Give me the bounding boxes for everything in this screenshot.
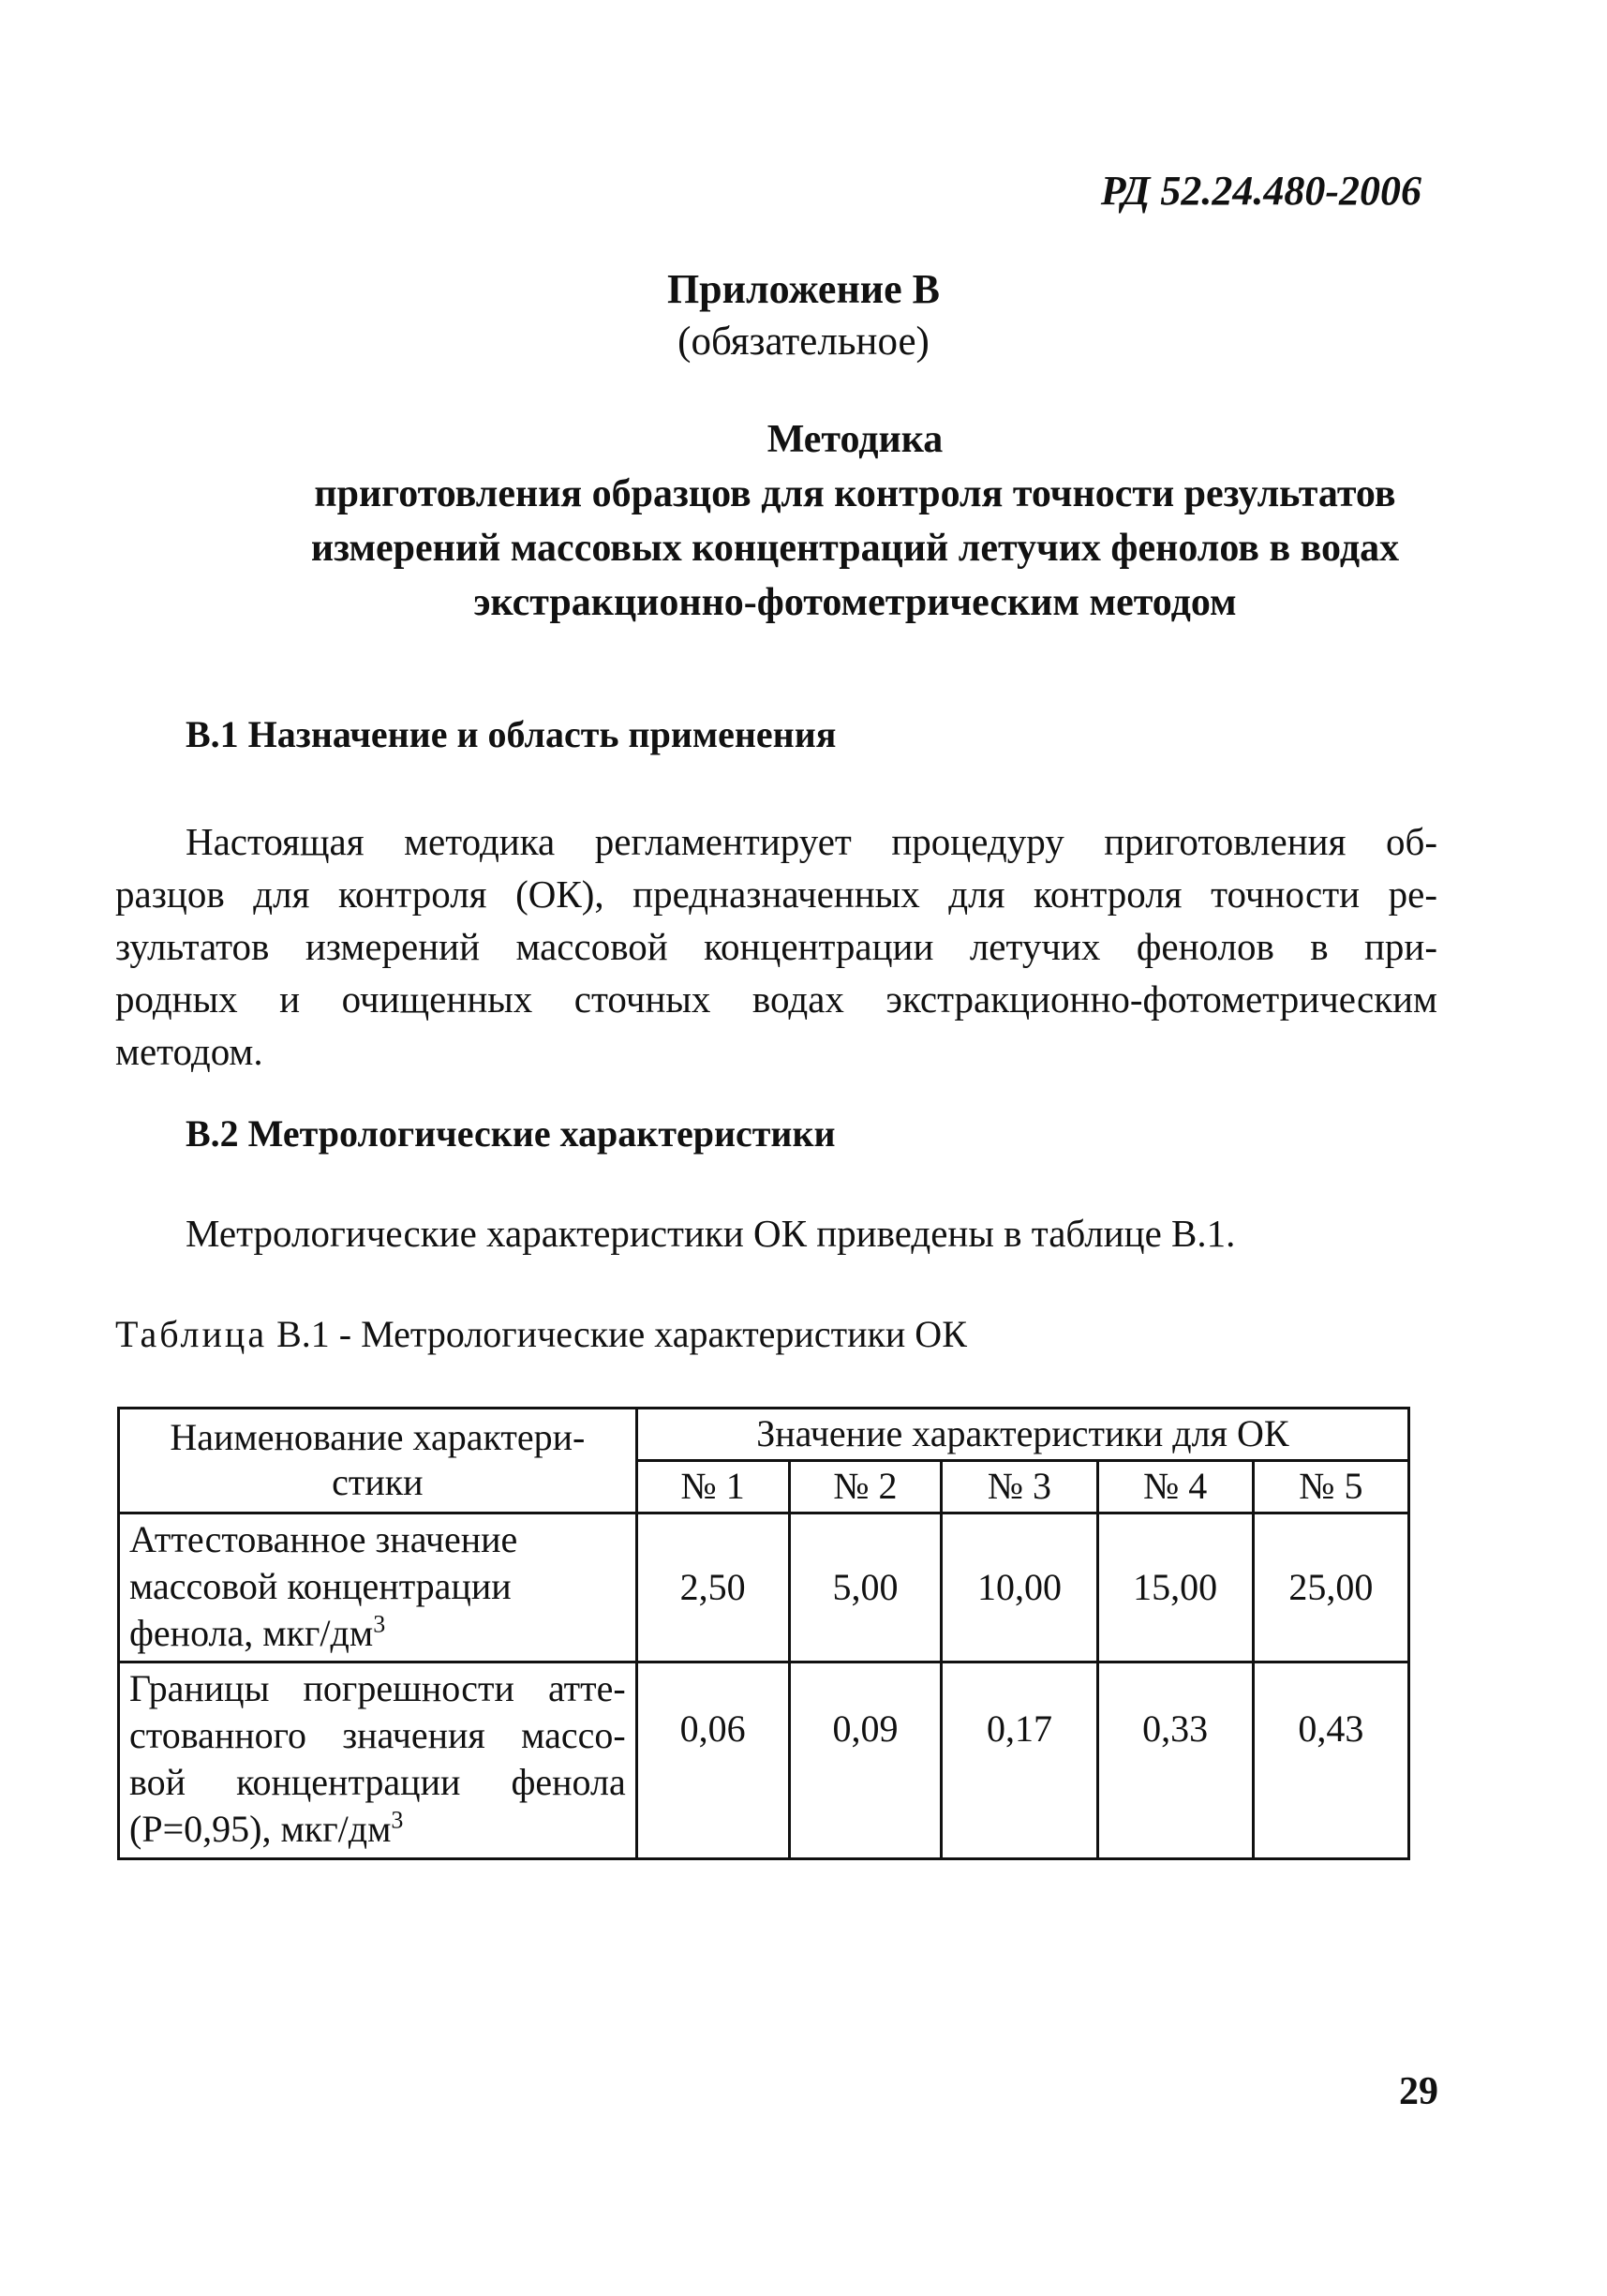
row-label-text: (Р=0,95), мкг/дм (129, 1807, 392, 1850)
paragraph-line: родных и очищенных сточных водах экстракционно-фотометрическим (115, 977, 1437, 1021)
column-header: № 1 (636, 1460, 789, 1513)
table-row (119, 1513, 1409, 1662)
table-cell: 25,00 (1253, 1513, 1408, 1662)
section-2-heading: В.2 Метрологические характеристики (186, 1112, 836, 1155)
table-header-row (119, 1409, 1409, 1461)
method-title (0, 412, 1607, 630)
row-label-line: Аттестованное значение (129, 1517, 518, 1560)
row-label-line (129, 1610, 626, 1657)
paragraph-line: методом. (115, 1030, 263, 1073)
document-code: РД 52.24.480-2006 (1100, 168, 1421, 214)
section-1-paragraph (115, 815, 1437, 1078)
page-number: 29 (1399, 2070, 1438, 2113)
table-cell: 15,00 (1097, 1513, 1253, 1662)
paragraph-line: зультатов измерений массовой концентрации летучих фенолов в при- (115, 925, 1437, 968)
column-header: № 2 (789, 1460, 942, 1513)
row-label (119, 1662, 637, 1858)
header-name-line: Наименование характери- (170, 1416, 586, 1459)
table-caption-text: В.1 - Метрологические характеристики ОК (267, 1313, 967, 1355)
paragraph-line: Метрологические характеристики ОК приведены в таблице В.1. (186, 1212, 1236, 1255)
table-cell: 5,00 (789, 1513, 942, 1662)
table-cell: 0,17 (942, 1662, 1097, 1858)
method-title-line: Методика (766, 418, 944, 461)
row-label-line: стованного значения массо- (129, 1713, 626, 1756)
column-header: № 3 (942, 1460, 1097, 1513)
column-header: № 4 (1097, 1460, 1253, 1513)
column-header: № 5 (1253, 1460, 1408, 1513)
method-title-line: измерений массовых концентраций летучих фенолов в водах (310, 527, 1400, 570)
appendix-subtitle: (обязательное) (677, 320, 930, 364)
table-cell: 10,00 (942, 1513, 1097, 1662)
table-cell: 0,43 (1253, 1662, 1408, 1858)
table-cell: 0,06 (636, 1662, 789, 1858)
header-name-cell (119, 1409, 637, 1513)
characteristics-table (117, 1407, 1410, 1860)
row-label-line: Границы погрешности атте- (129, 1666, 626, 1709)
row-label-line (129, 1806, 626, 1853)
row-label-text: фенола, мкг/дм (129, 1611, 374, 1654)
paragraph-line: разцов для контроля (ОК), предназначенных для контроля точности ре- (115, 872, 1437, 916)
table-cell: 0,09 (789, 1662, 942, 1858)
appendix-title: Приложение В (666, 266, 941, 312)
table-caption-word: Таблица (115, 1313, 268, 1355)
table-cell: 0,33 (1097, 1662, 1253, 1858)
row-label-line: вой концентрации фенола (129, 1760, 626, 1803)
row-label-line: массовой концентрации (129, 1564, 512, 1607)
section-1-heading: В.1 Назначение и область применения (186, 713, 837, 755)
paragraph-line: Настоящая методика регламентирует процедуру приготовления об- (186, 820, 1437, 863)
table-row (119, 1662, 1409, 1858)
table-cell: 2,50 (636, 1513, 789, 1662)
superscript: 3 (373, 1610, 386, 1638)
header-group-cell: Значение характеристики для ОК (636, 1409, 1408, 1461)
table-caption (115, 1312, 967, 1356)
section-2-paragraph (115, 1207, 1437, 1260)
header-name-line: стики (332, 1461, 424, 1504)
method-title-line: экстракционно-фотометрическим методом (473, 581, 1237, 624)
method-title-line: приготовления образцов для контроля точности результатов (314, 472, 1396, 515)
superscript: 3 (391, 1806, 404, 1834)
row-label (119, 1513, 637, 1662)
